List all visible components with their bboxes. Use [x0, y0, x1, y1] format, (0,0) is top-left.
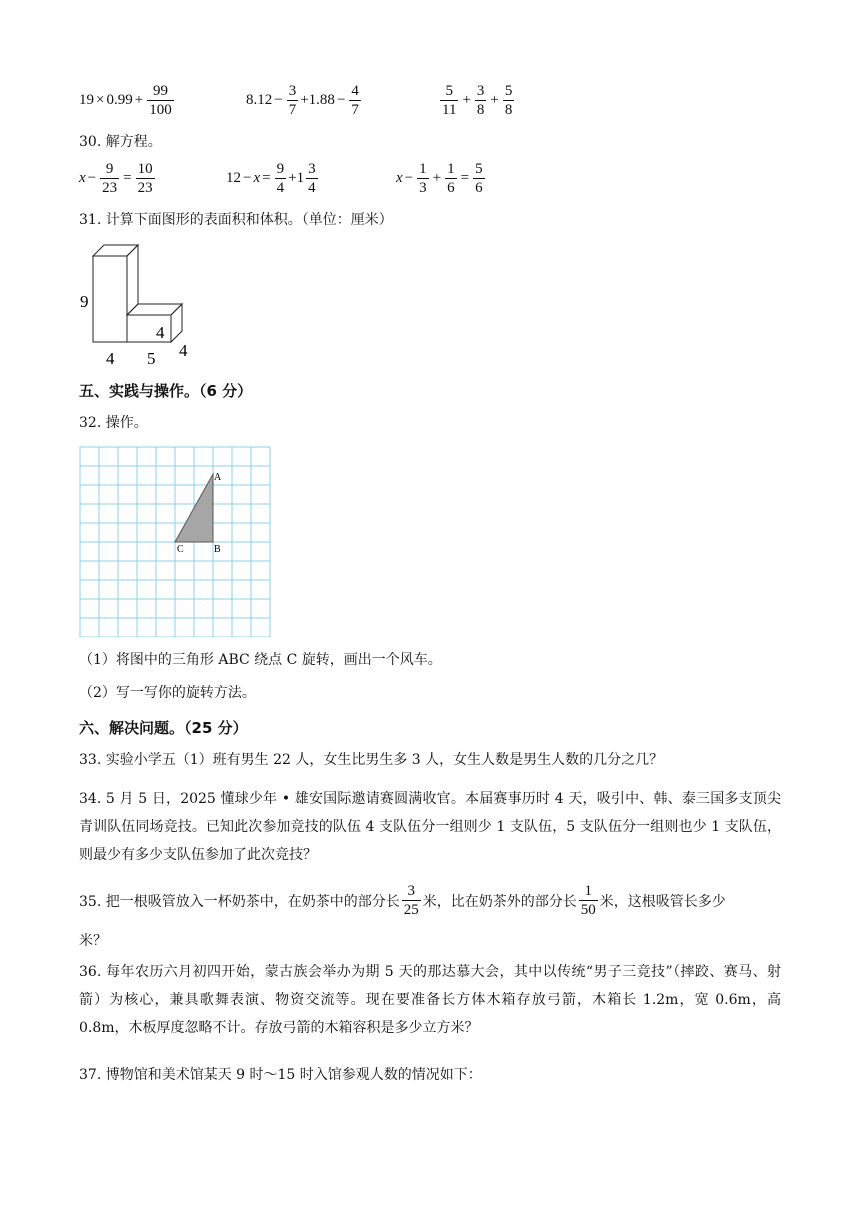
- dim-small-height: 4: [156, 323, 165, 342]
- q37: 37. 博物馆和美术馆某天 9 时～15 时入馆参观人数的情况如下：: [79, 1067, 482, 1083]
- q31-label: 31. 计算下面图形的表面积和体积。（单位：厘米）: [79, 212, 393, 228]
- q30-label: 30. 解方程。: [79, 134, 162, 150]
- calc-expression-3: $\frac{5}{11}$ + $\frac{3}{8}$ + $\frac{5}{8}$: [442, 83, 513, 118]
- section-6-title: 六、解决问题。（25 分）: [79, 719, 248, 737]
- q36: 36. 每年农历六月初四开始，蒙古族会举办为期 5 天的那达慕大会，其中以传统“男子三竞技”（摔跤、赛马、射箭）为核心，兼具歌舞表演、物资交流等。现在要准备长方体木箱存放弓箭，木箱长 1.2m，宽 0.6m，高 0.8m，木板厚度忽略不计。存放弓箭的木箱容积是多少立方米？: [79, 964, 781, 1036]
- q35-line2: 米？: [79, 933, 107, 949]
- calc-expression-2: 8.12 − $\frac{3}{7}$ +1.88 − $\frac{4}{7}$: [246, 83, 359, 118]
- q32-sub1: （1）将图中的三角形 ABC 绕点 C 旋转，画出一个风车。: [79, 652, 442, 668]
- section-5-title: 五、实践与操作。（6 分）: [79, 382, 253, 400]
- q34: 34. 5 月 5 日，2025 懂球少年 • 雄安国际邀请赛圆满收官。本届赛事历时 4 天，吸引中、韩、泰三国多支顶尖青训队伍同场竞技。已知此次参加竞技的队伍 4 支队伍分一组则少 1 支队伍，5 支队伍分一组则也少 1 支队伍，则最少有多少支队伍参加了此次竞技？: [79, 791, 781, 863]
- q32-label: 32. 操作。: [79, 415, 148, 431]
- q32-sub2: （2）写一写你的旋转方法。: [79, 685, 256, 701]
- equation-3: x − $\frac{1}{3}$ + $\frac{1}{6}$ = $\frac{5}{6}$: [396, 161, 483, 196]
- dim-depth: 4: [179, 341, 188, 360]
- q33: 33. 实验小学五（1）班有男生 22 人，女生比男生多 3 人，女生人数是男生人数的几分之几？: [79, 752, 664, 768]
- q35-line1: 35. 把一根吸管放入一杯奶茶中，在奶茶中的部分长 $\frac{3}{25}$ 米，比在奶茶外的部分长 $\frac{1}{50}$ 米，这根吸管长多少: [79, 883, 726, 918]
- dim-width-right: 5: [147, 349, 156, 368]
- label-a: A: [214, 472, 222, 483]
- l-shaped-solid-figure: [76, 238, 196, 372]
- equation-1: x − $\frac{9}{23}$ = $\frac{10}{23}$: [79, 161, 153, 196]
- calc-expression-1: 19 × 0.99 + $\frac{99}{100}$: [79, 83, 172, 118]
- equation-2: 12 − x = $\frac{9}{4}$ +1 $\frac{3}{4}$: [226, 161, 316, 196]
- dim-height: 9: [80, 292, 89, 311]
- square-grid: [78, 445, 272, 637]
- dim-width-left: 4: [106, 349, 115, 368]
- label-c: C: [177, 544, 184, 555]
- label-b: B: [214, 544, 221, 555]
